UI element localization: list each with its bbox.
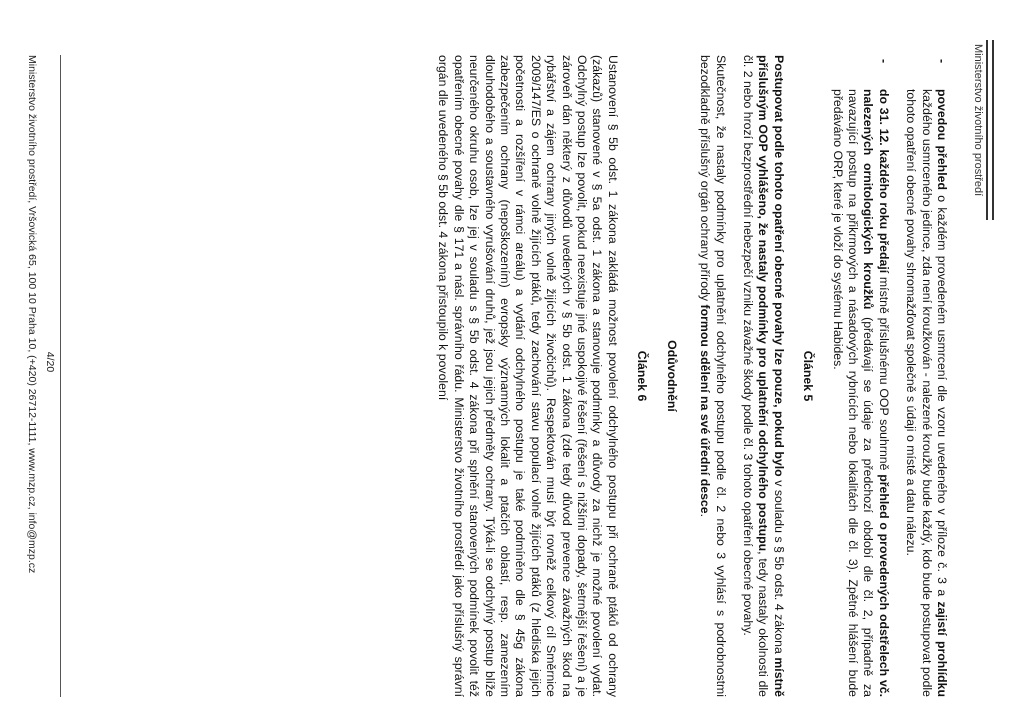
- page-number: 4/20: [44, 351, 56, 373]
- bullet-text: každého usmrceného jedince, zda není kroužkován - nalezené kroužky bude každý, kdo bude postupovat podle tohoto opatření obecné povahy shromažďovat společně s údaji o místě a datu nálezu.: [904, 89, 934, 697]
- bullet-bold: přehled o provedených odstřelech vč. nalezených ornitologických kroužků: [861, 89, 891, 697]
- bullet-item: [829, 55, 891, 697]
- bullet-lead: do 31. 12. každého roku předají: [876, 89, 891, 274]
- bullet-text: (předávají se údaje za předchozí období dle čl. 2, případně za navazující postup na přikrmových a násadových rybnících nebo lokalitách dle čl. 3). Zpětné hlášení bude předáváno ORP, které je vloží do systému Habides.: [830, 89, 876, 698]
- text-span: .: [698, 513, 713, 518]
- article-5-paragraph: [697, 55, 728, 697]
- bold-span: Postupovat podle tohoto opatření obecné povahy lze pouze, pokud bylo: [771, 55, 786, 477]
- bold-span: místně příslušným OOP vyhlášeno, že nastaly podmínky pro uplatnění odchylného postupu: [756, 55, 786, 697]
- bullet-text: místně příslušnému OOP souhrnně: [876, 273, 891, 475]
- document-body: [423, 55, 949, 697]
- text-span: , tedy nastaly okolnosti dle čl. 2 nebo hrozí bezprostřední nebezpečí vzniku závažné škody podle čl. 3 tohoto opatření obecné povahy.: [740, 55, 771, 697]
- ministry-header: Ministerstvo životního prostředí: [972, 44, 984, 197]
- bullet-dash: -: [935, 59, 949, 64]
- justification-heading: Odůvodnění: [664, 340, 679, 412]
- bullet-dash: -: [876, 59, 891, 64]
- bold-span: formou sdělení na své úřední desce: [698, 304, 713, 514]
- footer-rule: [60, 55, 61, 697]
- footer-contact: Ministerstvo životního prostředí, Vršovická 65, 100 10 Praha 10, (+420) 26712-1111, www.mzp.cz, info@mzp.cz: [26, 55, 38, 574]
- article-6-paragraph: Ustanovení § 5b odst. 1 zákona zakládá možnost povolení odchylného postupu při ochraně ptáků od ochrany (zákazů) stanovené v § 5a odst. 1 zákona a stanovuje podmínky a důvody za nichž je možné povolení vydat. Odchylný postup lze povolit, pokud neexistuje jiné uspokojivé řešení (řešení s nižšími dopady, šetrnější řešení) a je zároveň dán některý z důvodů uvedených v § 5b odst. 1 zákona (zde tedy důvod prevence závažných škod na rybářství a zájem ochrany jiných volně žijících živočichů). Respektován musí být rovněž celkový cíl Směrnice 2009/147/ES o ochraně volně žijících ptáků, tedy zachování stavu populací volně žijících ptáků (z hlediska jejich početnosti a rozšíření v rámci areálu) a vydání odchylného postupu je také podmíněno dle § 45g zákona zabezpečením ochrany (nepoškozením) evropsky významných lokalit a ptačích oblastí, resp. zamezením dlouhodobého a soustavného vyrušování druhů, jež jsou jejich předměty ochrany. Týká-li se odchylný postup blíže neurčeného okruhu osob, lze jej v souladu s § 5b odst. 4 zákona při splnění stanovených podmínek povolit též opatřením obecné povahy dle § 171 a násl. správního řádu. Ministerstvo životního prostředí jako příslušný správní orgán dle uvedeného § 5b odst. 4 zákona přistoupilo k povolení: [436, 55, 620, 697]
- bullet-bold: zajistí prohlídku: [935, 601, 949, 697]
- article-5-heading: Článek 5: [801, 350, 816, 402]
- bullet-text: o každém provedeném usmrcení dle vzoru uvedeného v příloze č. 3 a: [935, 189, 949, 602]
- article-5-paragraph: [740, 55, 786, 697]
- text-span: Skutečnost, že nastaly podmínky pro uplatnění odchylného postupu podle čl. 2 nebo 3 vyhlásí s podrobnostmi bezodkladně příslušný orgán ochrany přírody: [698, 55, 728, 697]
- header-rule: [992, 40, 994, 220]
- header-rule: [986, 40, 988, 220]
- bullet-item: [903, 55, 949, 697]
- article-6-heading: Článek 6: [635, 350, 650, 402]
- bullet-lead: povedou přehled: [935, 89, 949, 190]
- text-span: v souladu s § 5b odst. 4 zákona: [771, 476, 786, 658]
